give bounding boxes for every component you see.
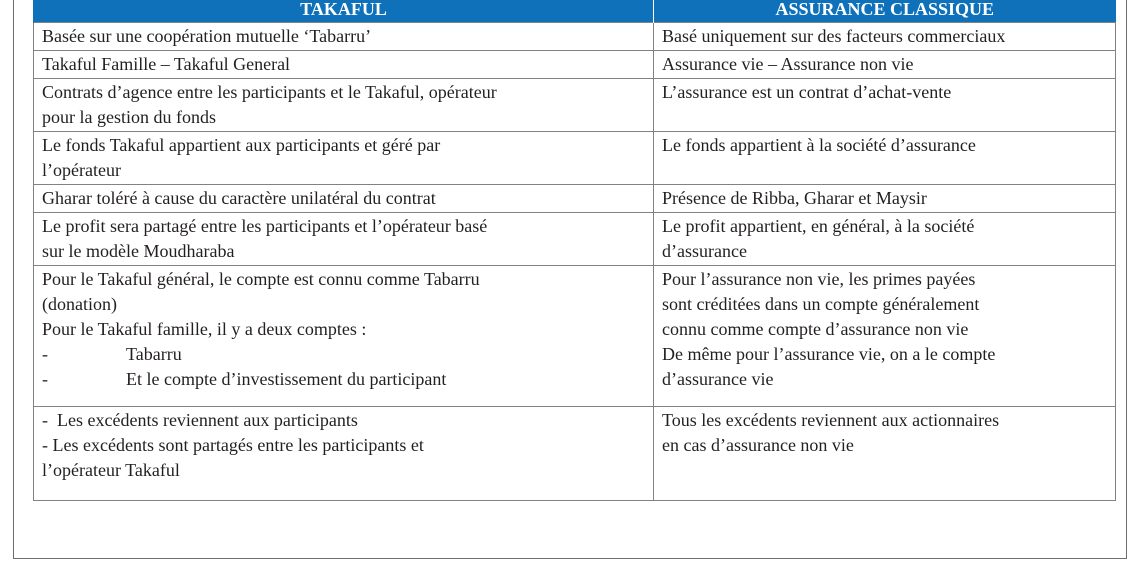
cell-classique: Présence de Ribba, Gharar et Maysir xyxy=(654,185,1116,213)
cell-takaful: Basée sur une coopération mutuelle ‘Tabarru’ xyxy=(34,23,654,51)
header-assurance-classique: ASSURANCE CLASSIQUE xyxy=(654,0,1116,23)
cell-takaful: Contrats d’agence entre les participants et le Takaful, opérateur pour la gestion du fonds xyxy=(34,79,654,132)
cell-takaful: Pour le Takaful général, le compte est connu comme Tabarru (donation) Pour le Takaful famille, il y a deux comptes : - Tabarru - Et le compte d’investissement du participant xyxy=(34,266,654,407)
table-row xyxy=(34,23,1116,51)
cell-classique: Le fonds appartient à la société d’assurance xyxy=(654,132,1116,185)
table-row xyxy=(34,407,1116,501)
cell-takaful: Gharar toléré à cause du caractère unilatéral du contrat xyxy=(34,185,654,213)
cell-takaful: Le profit sera partagé entre les participants et l’opérateur basé sur le modèle Moudharaba xyxy=(34,213,654,266)
cell-takaful: Le fonds Takaful appartient aux participants et géré par l’opérateur xyxy=(34,132,654,185)
table-row xyxy=(34,51,1116,79)
cell-takaful: Takaful Famille – Takaful General xyxy=(34,51,654,79)
comparison-table xyxy=(33,0,1116,501)
cell-classique: Tous les excédents reviennent aux actionnaires en cas d’assurance non vie xyxy=(654,407,1116,501)
list-item: - Et le compte d’investissement du participant xyxy=(42,369,447,389)
cell-takaful: - Les excédents reviennent aux participants - Les excédents sont partagés entre les participants et l’opérateur Takaful xyxy=(34,407,654,501)
table-header-row xyxy=(34,0,1116,23)
table-row xyxy=(34,266,1116,407)
table-row xyxy=(34,185,1116,213)
cell-classique: Basé uniquement sur des facteurs commerciaux xyxy=(654,23,1116,51)
table-row xyxy=(34,79,1116,132)
list-item: - Tabarru xyxy=(42,344,182,364)
cell-classique: Assurance vie – Assurance non vie xyxy=(654,51,1116,79)
cell-classique: L’assurance est un contrat d’achat-vente xyxy=(654,79,1116,132)
header-takaful: TAKAFUL xyxy=(34,0,654,23)
table-row xyxy=(34,213,1116,266)
cell-classique: Pour l’assurance non vie, les primes payées sont créditées dans un compte généralement connu comme compte d’assurance non vie De même pour l’assurance vie, on a le compte d’assurance vie xyxy=(654,266,1116,407)
cell-classique: Le profit appartient, en général, à la société d’assurance xyxy=(654,213,1116,266)
table-row xyxy=(34,132,1116,185)
